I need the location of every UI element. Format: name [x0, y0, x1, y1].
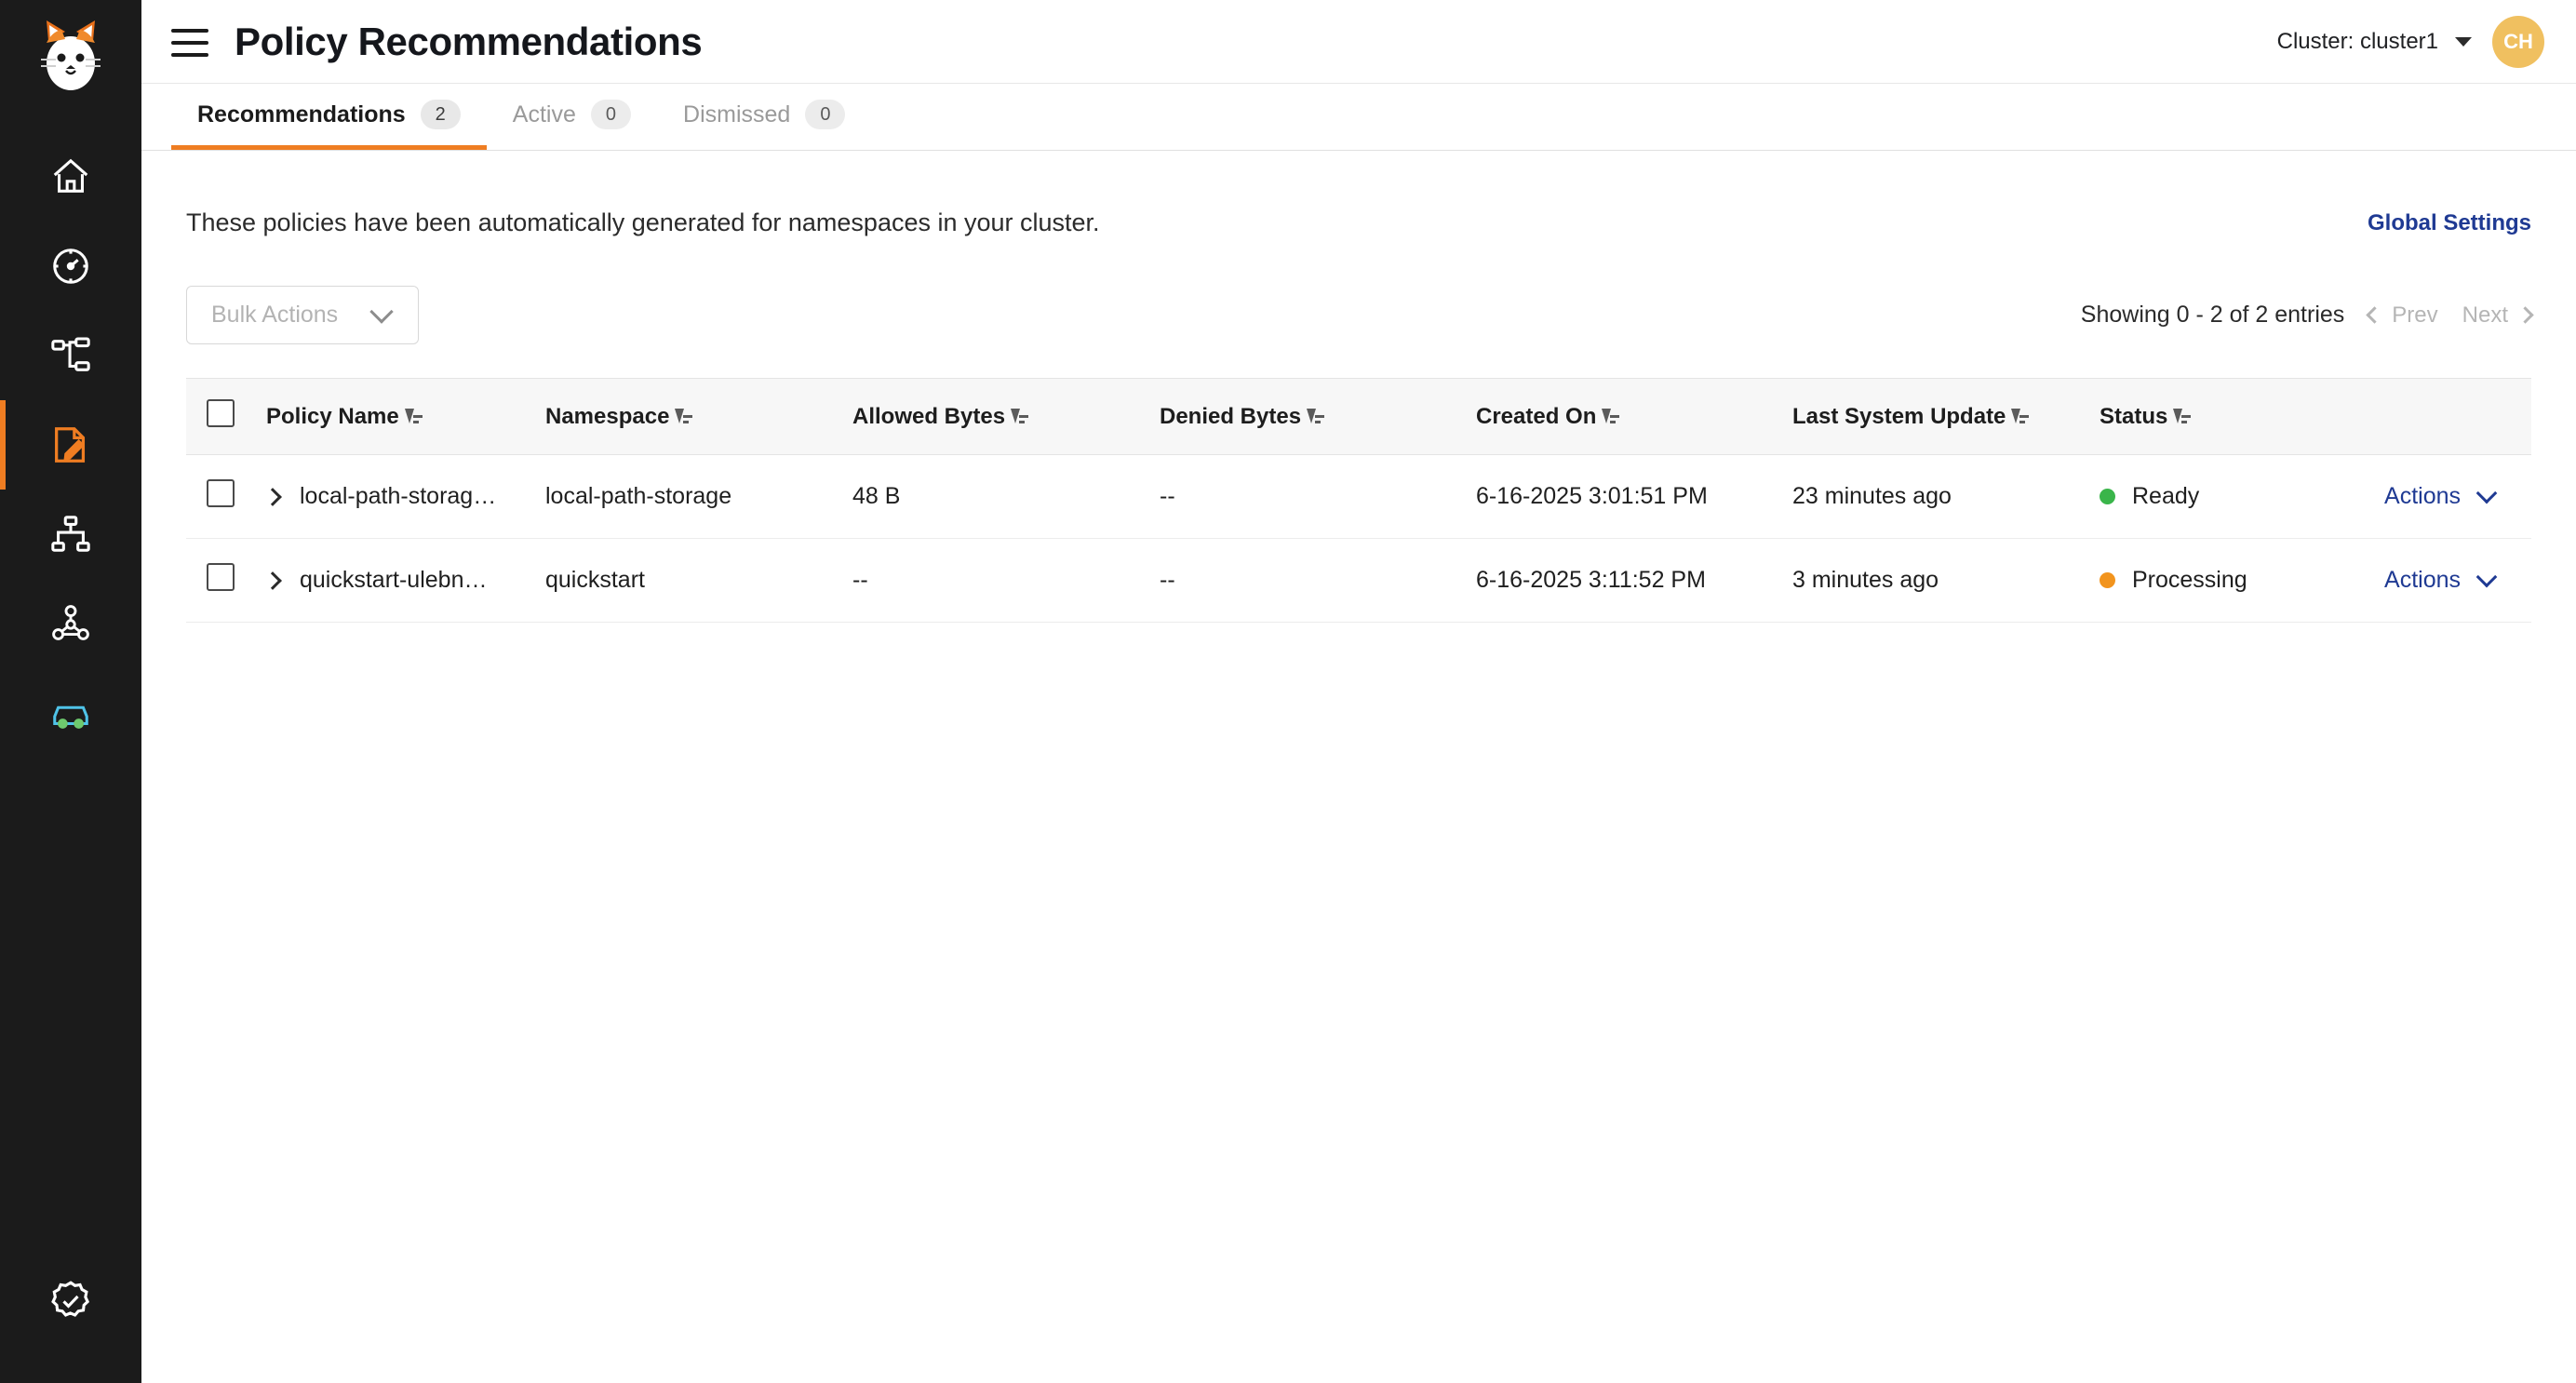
tab-dismissed-count: 0	[805, 100, 845, 129]
top-bar-right	[2277, 16, 2544, 68]
row-last-system-update: 23 minutes ago	[1792, 455, 2100, 539]
row-created-on: 6-16-2025 3:01:51 PM	[1476, 455, 1792, 539]
speedometer-icon	[49, 245, 92, 288]
table-body	[186, 455, 2531, 623]
description-row	[186, 208, 2531, 237]
row-policy-name-cell	[266, 539, 545, 623]
page-title: Policy Recommendations	[235, 19, 703, 63]
header-created-on[interactable]	[1476, 379, 1792, 455]
pagination	[2081, 302, 2531, 329]
tab-recommendations[interactable]	[171, 84, 487, 150]
sidebar-nav	[0, 132, 141, 758]
sidebar-item-dashboard[interactable]	[0, 222, 141, 311]
tab-active-count: 0	[591, 100, 631, 129]
top-bar	[141, 0, 2576, 84]
header-namespace-label: Namespace	[545, 403, 670, 429]
sort-icon	[2179, 407, 2197, 427]
chevron-right-icon	[2516, 306, 2533, 323]
sort-icon	[1607, 407, 1626, 427]
pagination-summary: Showing 0 - 2 of 2 entries	[2080, 302, 2345, 328]
row-status-cell	[2100, 539, 2379, 623]
select-all-checkbox[interactable]	[207, 399, 235, 427]
hamburger-icon[interactable]	[171, 29, 208, 57]
tab-bar	[141, 84, 2576, 151]
header-allowed-bytes[interactable]	[852, 379, 1160, 455]
network-branch-icon	[49, 334, 92, 377]
header-namespace[interactable]	[545, 379, 852, 455]
home-icon	[49, 155, 92, 198]
header-select-all	[186, 379, 266, 455]
row-allowed-bytes: --	[852, 539, 1160, 623]
next-page-button[interactable]	[2462, 302, 2531, 329]
header-status-label: Status	[2100, 403, 2168, 429]
cluster-selector-label: Cluster: cluster1	[2276, 28, 2438, 54]
status-badge: Ready	[2132, 483, 2200, 509]
table-row	[186, 539, 2531, 623]
sort-icon	[1016, 407, 1035, 427]
sort-icon	[1312, 407, 1331, 427]
tab-recommendations-count: 2	[421, 100, 461, 129]
row-actions-label: Actions	[2384, 567, 2461, 593]
tab-recommendations-label: Recommendations	[197, 101, 406, 128]
sidebar-bottom	[0, 1278, 141, 1329]
row-actions-cell	[2379, 539, 2531, 623]
table-header-row	[186, 379, 2531, 455]
sidebar-item-verified[interactable]	[47, 1278, 94, 1329]
status-dot-processing	[2100, 572, 2115, 588]
sidebar	[0, 0, 141, 1383]
tab-active-label: Active	[512, 101, 576, 128]
page-description: These policies have been automatically generated for namespaces in your cluster.	[186, 208, 1100, 236]
row-policy-name: quickstart-ulebn…	[300, 567, 488, 593]
sidebar-item-services[interactable]	[0, 490, 141, 579]
row-denied-bytes: --	[1160, 455, 1476, 539]
row-denied-bytes: --	[1160, 539, 1476, 623]
prev-page-label: Prev	[2392, 302, 2438, 328]
sidebar-item-topology[interactable]	[0, 311, 141, 400]
content-area	[141, 151, 2576, 1383]
car-icon	[49, 692, 92, 734]
header-policy-name-label: Policy Name	[266, 403, 399, 429]
sidebar-item-home[interactable]	[0, 132, 141, 222]
policy-table	[186, 378, 2531, 623]
row-status-cell	[2100, 455, 2379, 539]
header-policy-name[interactable]	[266, 379, 545, 455]
chevron-down-icon	[2455, 37, 2472, 47]
header-actions	[2379, 379, 2531, 455]
row-actions-button[interactable]	[2384, 567, 2494, 594]
sort-icon	[2017, 407, 2035, 427]
chevron-down-icon	[2476, 567, 2498, 588]
bulk-actions-label: Bulk Actions	[211, 302, 339, 328]
row-checkbox[interactable]	[207, 479, 235, 507]
row-actions-button[interactable]	[2384, 483, 2494, 510]
avatar[interactable]	[2492, 16, 2544, 68]
row-actions-cell	[2379, 455, 2531, 539]
expand-row-icon[interactable]	[266, 488, 282, 506]
avatar-initials: CH	[2503, 29, 2533, 53]
bulk-actions-dropdown[interactable]	[186, 286, 419, 344]
tab-dismissed-label: Dismissed	[683, 101, 791, 128]
check-badge-icon	[47, 1278, 94, 1324]
row-created-on: 6-16-2025 3:11:52 PM	[1476, 539, 1792, 623]
tab-dismissed[interactable]	[657, 84, 871, 150]
main-area	[141, 0, 2576, 1383]
global-settings-link[interactable]: Global Settings	[2367, 209, 2531, 235]
company-logo[interactable]	[32, 13, 110, 93]
row-select-cell	[186, 455, 266, 539]
sidebar-item-clusters[interactable]	[0, 579, 141, 668]
status-dot-ready	[2100, 489, 2115, 504]
header-denied-bytes[interactable]	[1160, 379, 1476, 455]
sitemap-icon	[49, 513, 92, 556]
header-allowed-bytes-label: Allowed Bytes	[852, 403, 1006, 429]
expand-row-icon[interactable]	[266, 571, 282, 590]
row-select-cell	[186, 539, 266, 623]
row-allowed-bytes: 48 B	[852, 455, 1160, 539]
header-created-on-label: Created On	[1476, 403, 1597, 429]
table-header	[186, 379, 2531, 455]
sort-icon	[680, 407, 699, 427]
row-policy-name: local-path-storag…	[300, 483, 497, 509]
sidebar-item-vehicles[interactable]	[0, 668, 141, 758]
row-checkbox[interactable]	[207, 563, 235, 591]
actions-row	[186, 286, 2531, 344]
status-badge: Processing	[2132, 567, 2247, 593]
nodes-icon	[49, 602, 92, 645]
next-page-label: Next	[2462, 302, 2508, 328]
header-status[interactable]	[2100, 379, 2379, 455]
row-namespace: quickstart	[545, 539, 852, 623]
chevron-down-icon	[2476, 483, 2498, 504]
chevron-down-icon	[369, 300, 393, 323]
row-policy-name-cell	[266, 455, 545, 539]
policy-edit-icon	[49, 423, 92, 466]
prev-page-button[interactable]	[2368, 302, 2437, 329]
cluster-selector[interactable]	[2277, 29, 2472, 55]
sort-icon	[410, 407, 429, 427]
chevron-left-icon	[2367, 306, 2383, 323]
table-row	[186, 455, 2531, 539]
row-namespace: local-path-storage	[545, 455, 852, 539]
row-last-system-update: 3 minutes ago	[1792, 539, 2100, 623]
row-actions-label: Actions	[2384, 483, 2461, 509]
header-last-system-update-label: Last System Update	[1792, 403, 2006, 429]
header-denied-bytes-label: Denied Bytes	[1160, 403, 1302, 429]
header-last-system-update[interactable]	[1792, 379, 2100, 455]
tab-active[interactable]	[487, 84, 657, 150]
sidebar-item-policies[interactable]	[0, 400, 141, 490]
